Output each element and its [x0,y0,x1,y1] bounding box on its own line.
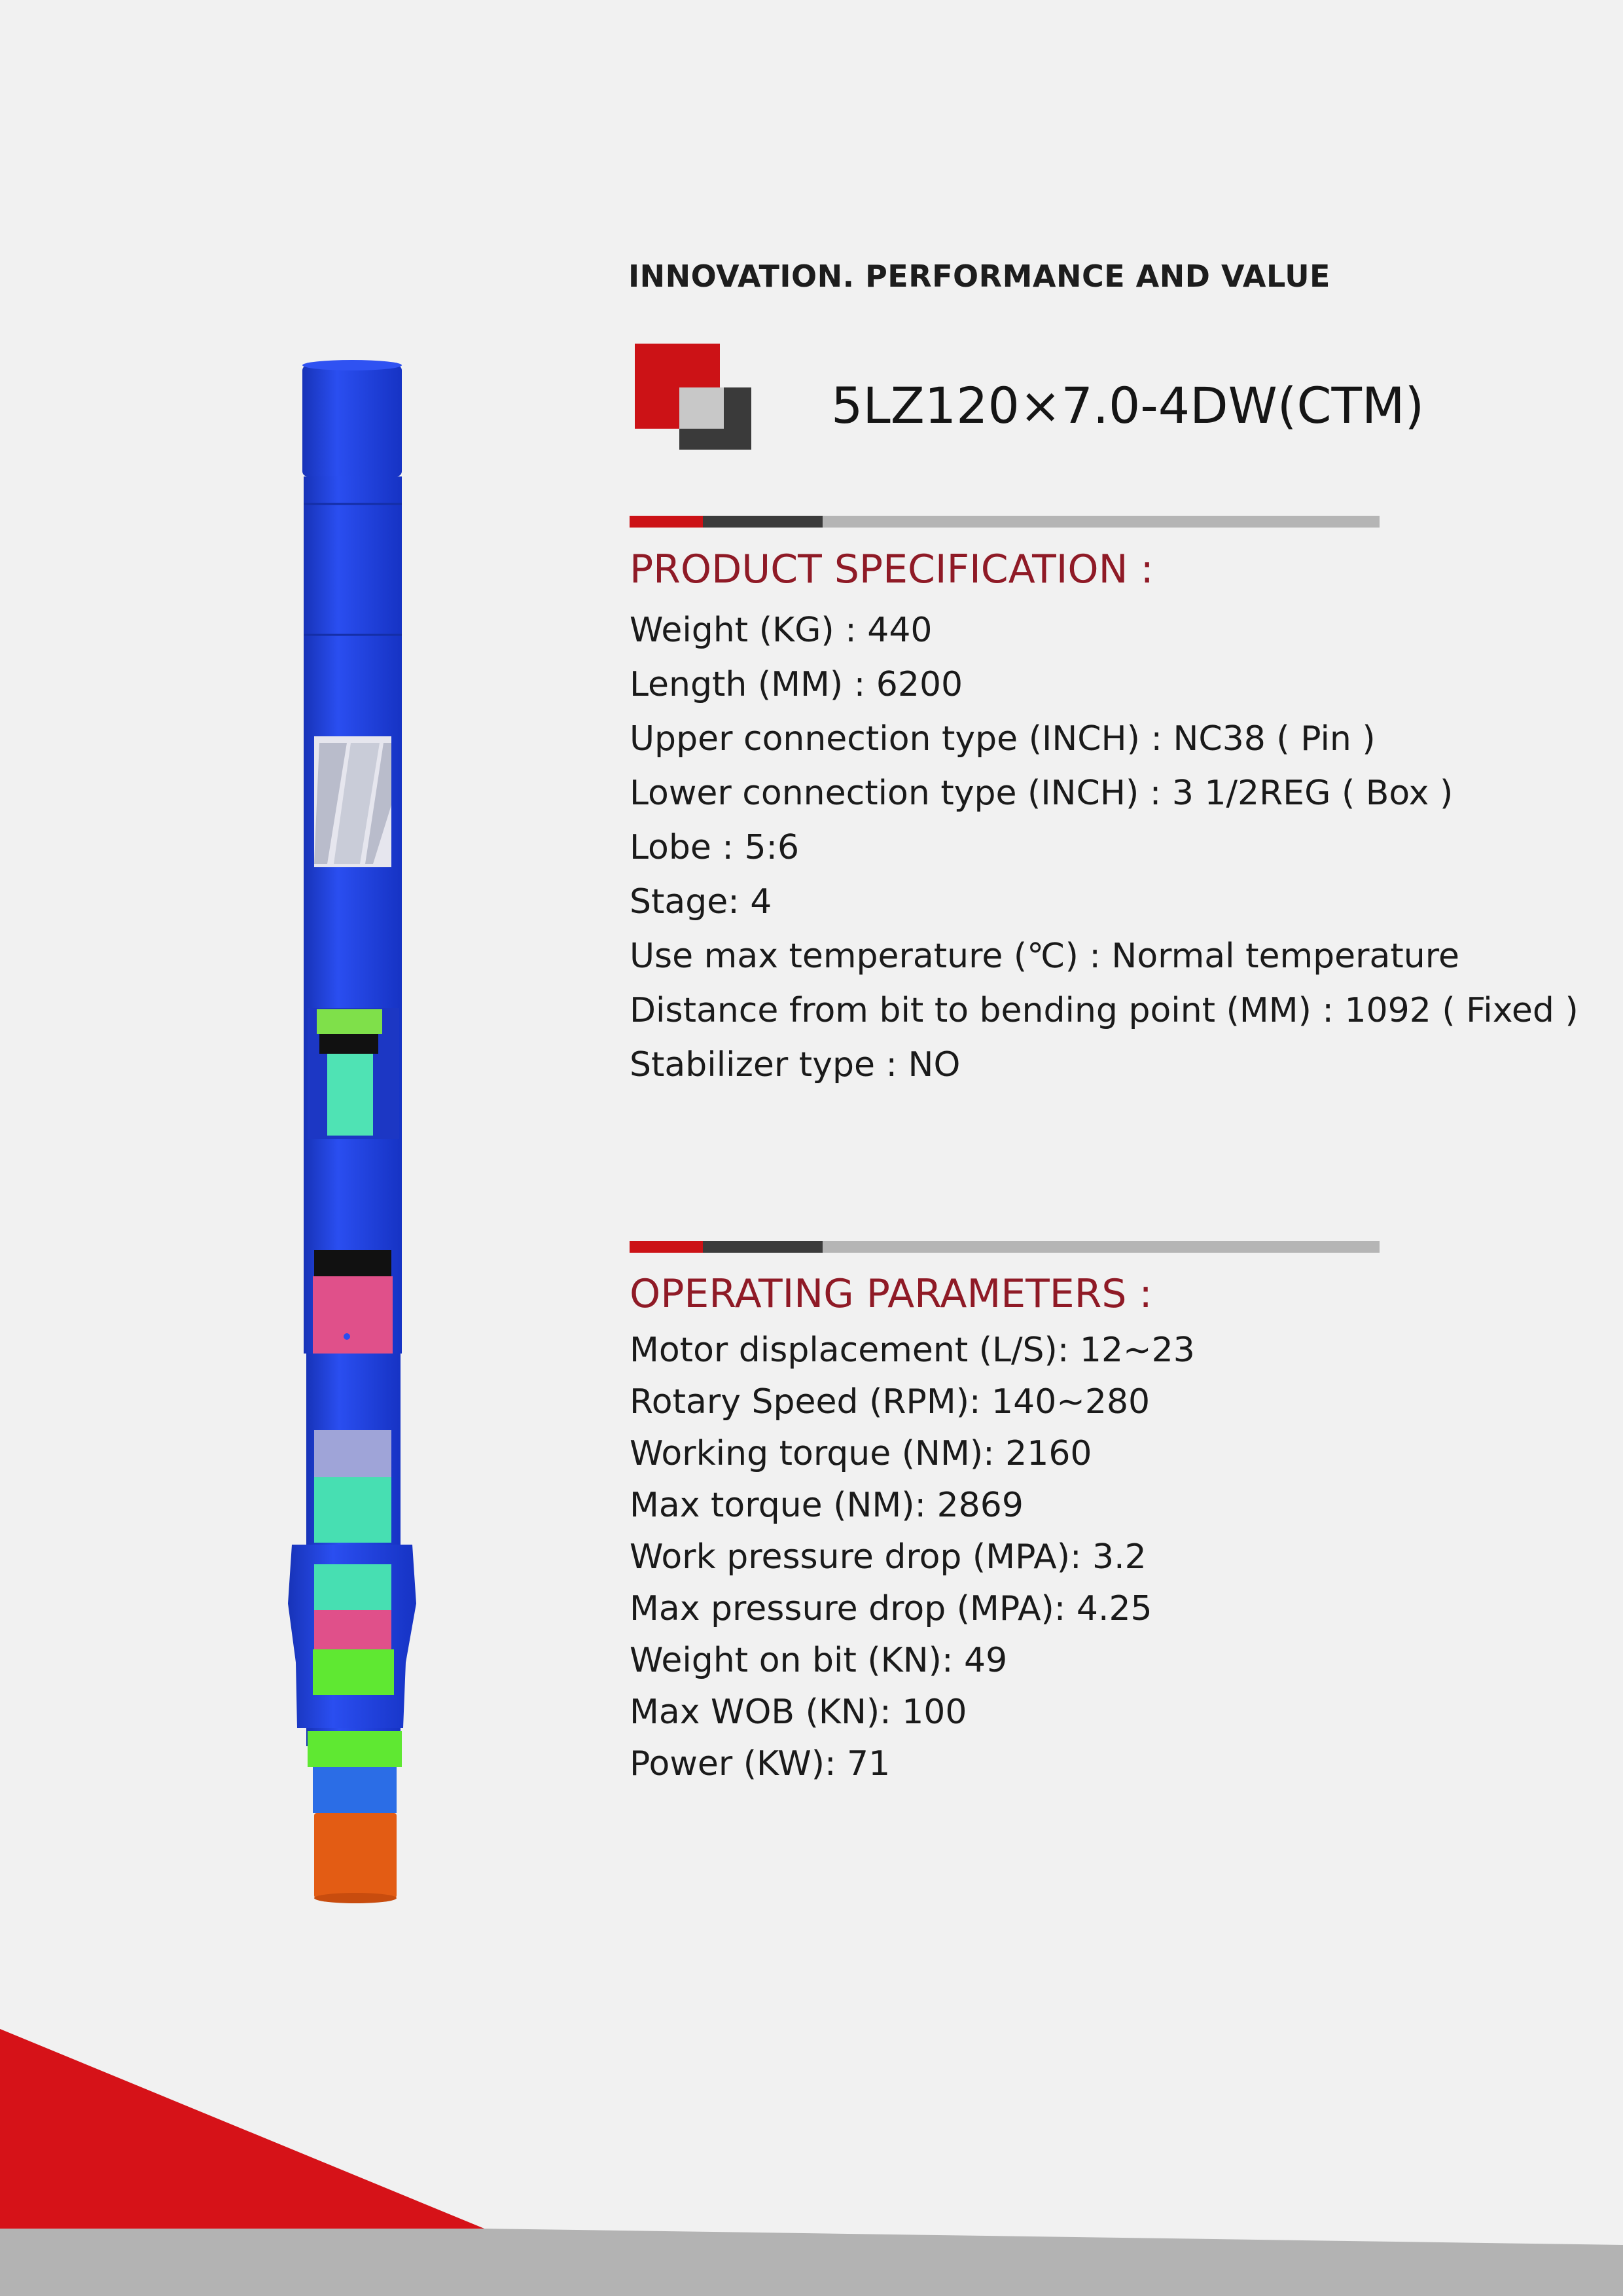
param-item-power: Power (KW): 71 [630,1744,891,1784]
param-item-motor-displacement: Motor displacement (L/S): 12~23 [630,1331,1195,1370]
param-item-rotary-speed: Rotary Speed (RPM): 140~280 [630,1382,1150,1422]
section-divider [630,516,1380,528]
divider-grey-segment [823,516,1380,528]
overlapping-squares-logo-icon [628,340,759,452]
divider-dark-segment [703,1241,823,1253]
model-title: 5LZ120×7.0-4DW(CTM) [831,376,1425,435]
param-item-max-torque: Max torque (NM): 2869 [630,1486,1024,1525]
param-item-weight-on-bit: Weight on bit (KN): 49 [630,1641,1008,1680]
divider-dark-segment [703,516,823,528]
decorative-corner-shape [0,2029,1623,2296]
spec-item-bend-distance: Distance from bit to bending point (MM) : 1092 ( Fixed ) [630,991,1578,1030]
section-divider [630,1241,1380,1253]
product-specification-list [630,603,1578,1092]
spec-item-length: Length (MM) : 6200 [630,665,963,704]
product-specification-title: PRODUCT SPECIFICATION : [630,547,1154,592]
spec-item-lobe: Lobe : 5:6 [630,828,800,867]
slogan: INNOVATION. PERFORMANCE AND VALUE [628,259,1330,294]
spec-item-max-temperature: Use max temperature (℃) : Normal temperature [630,937,1459,976]
operating-parameters-title: OPERATING PARAMETERS : [630,1271,1152,1317]
divider-grey-segment [823,1241,1380,1253]
spec-item-lower-connection: Lower connection type (INCH) : 3 1/2REG ( Box ) [630,774,1454,813]
operating-parameters-list [630,1325,1195,1790]
param-item-max-pressure-drop: Max pressure drop (MPA): 4.25 [630,1589,1152,1628]
spec-item-upper-connection: Upper connection type (INCH) : NC38 ( Pin ) [630,719,1376,759]
divider-red-segment [630,516,703,528]
spec-item-weight: Weight (KG) : 440 [630,611,933,650]
downhole-mud-motor-illustration [288,347,445,2029]
spec-item-stabilizer: Stabilizer type : NO [630,1045,961,1085]
spec-item-stage: Stage: 4 [630,882,772,922]
param-item-work-pressure-drop: Work pressure drop (MPA): 3.2 [630,1537,1147,1577]
param-item-max-wob: Max WOB (KN): 100 [630,1693,967,1732]
divider-red-segment [630,1241,703,1253]
param-item-working-torque: Working torque (NM): 2160 [630,1434,1092,1473]
